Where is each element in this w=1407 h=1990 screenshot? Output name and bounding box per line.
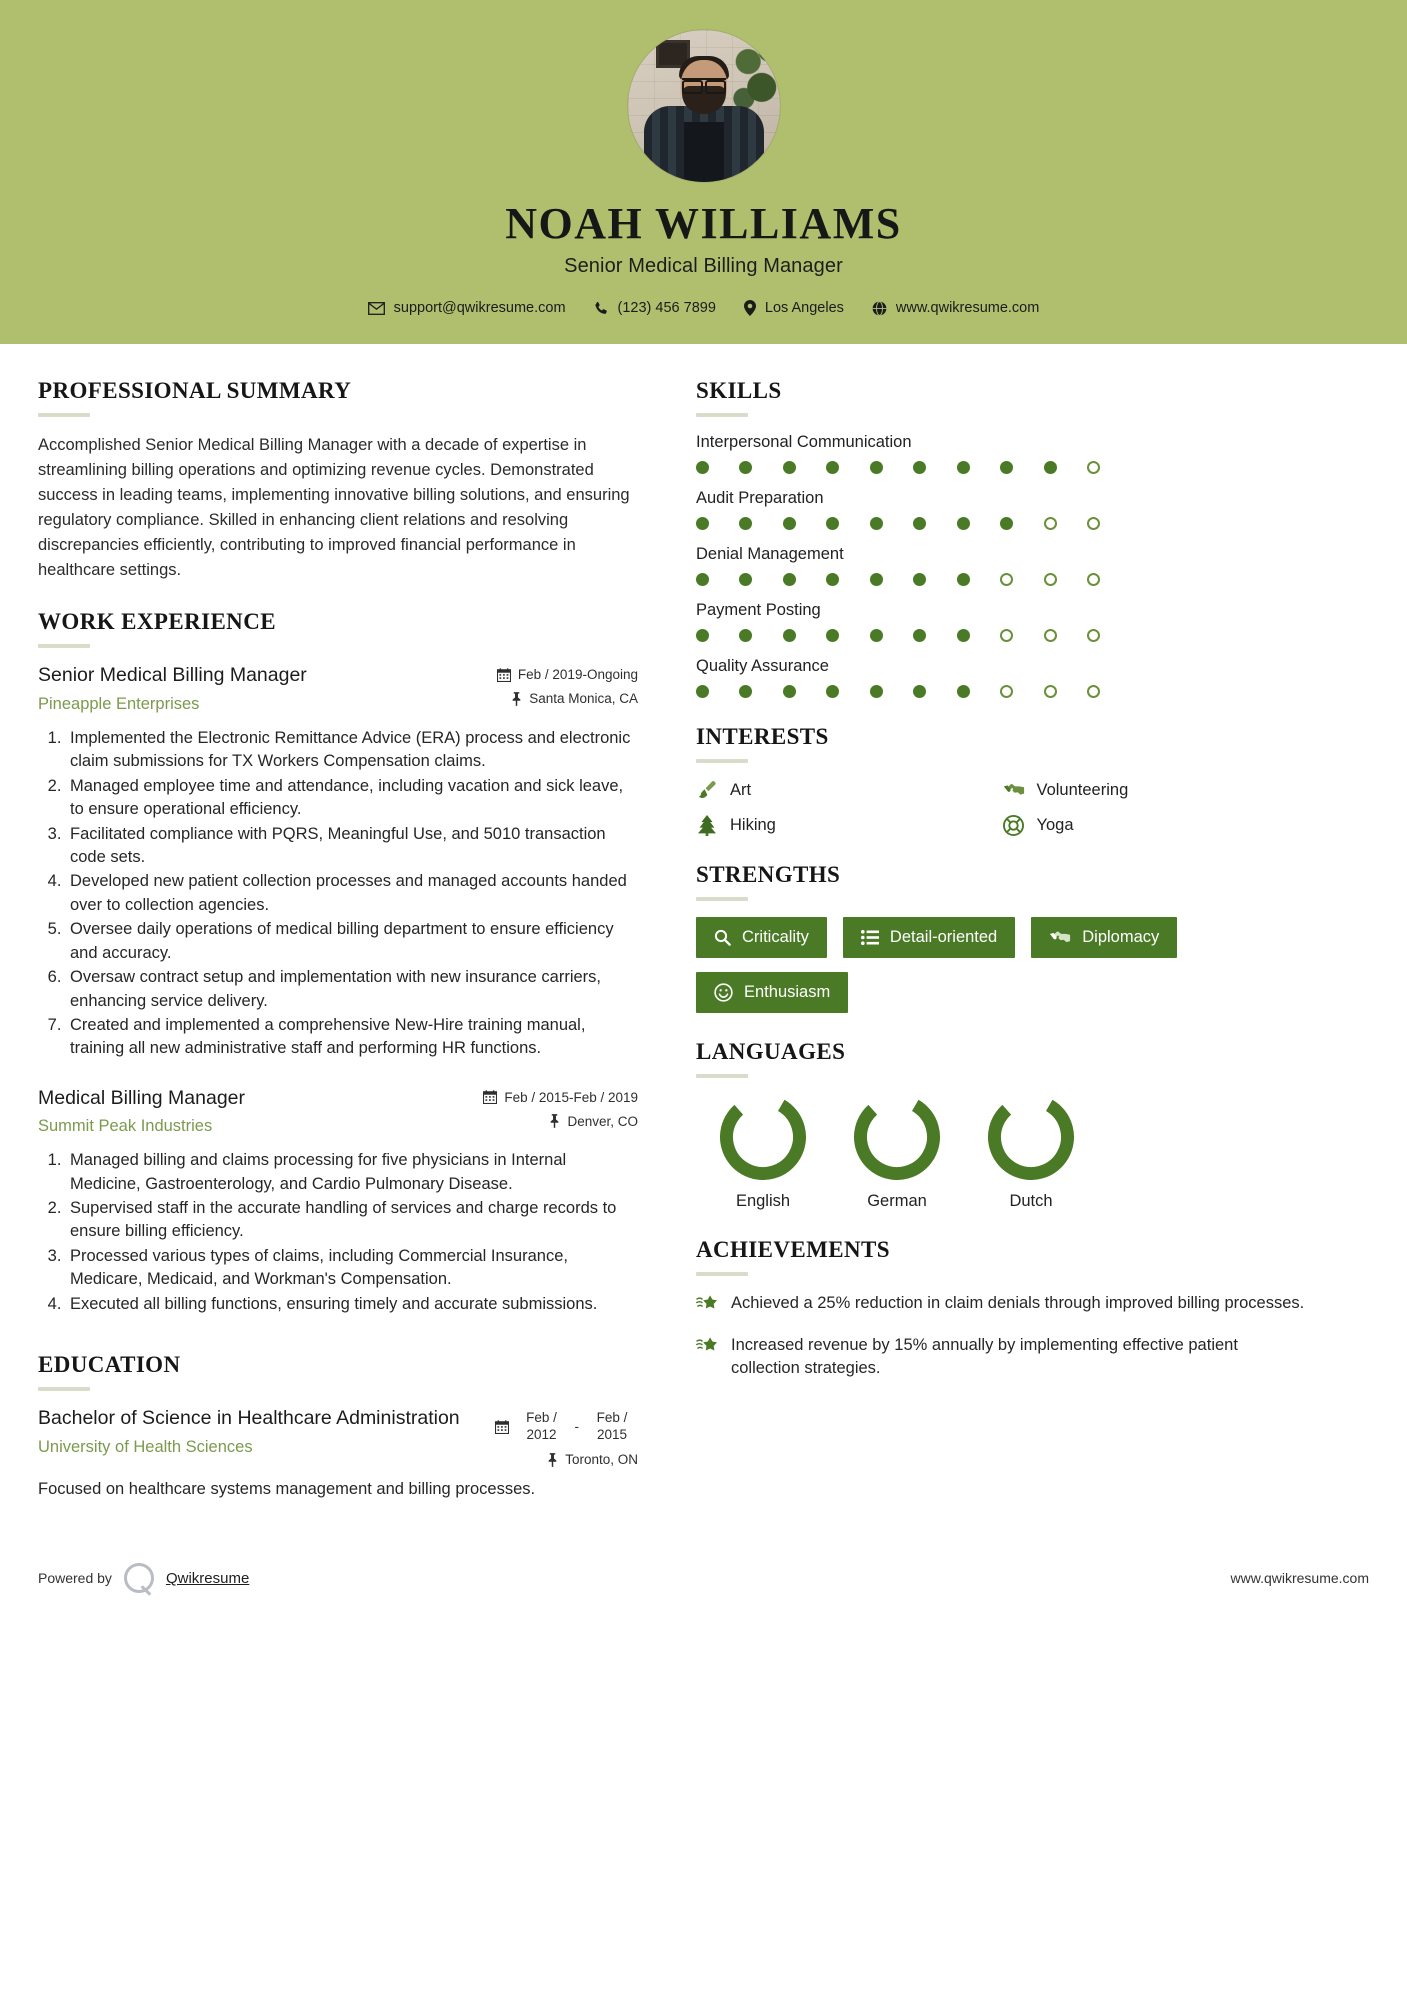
section-divider	[696, 1074, 748, 1078]
interest-item	[1003, 779, 1310, 801]
skill-dot-filled	[783, 629, 796, 642]
skill-dot-filled	[783, 461, 796, 474]
education-entry	[38, 1407, 638, 1501]
skill-dot-filled	[870, 685, 883, 698]
skill-dot-filled	[913, 685, 926, 698]
skill-dot-filled	[870, 629, 883, 642]
achievement-item	[696, 1292, 1309, 1319]
strength-badge-enthusiasm	[696, 972, 848, 1013]
smiley-icon	[714, 983, 733, 1002]
contact-email-text: support@qwikresume.com	[393, 300, 566, 316]
skill-dot-empty	[1087, 573, 1100, 586]
map-pin-icon	[549, 1114, 560, 1128]
interest-label: Art	[730, 780, 752, 799]
bullet-item: 2. Managed employee time and attendance, including vacation and sick leave, to ensure operational efficiency.	[66, 775, 638, 822]
bullet-item: 4. Executed all billing functions, ensuring timely and accurate submissions.	[66, 1293, 638, 1316]
life-ring-icon	[1003, 814, 1025, 836]
language-item	[964, 1094, 1098, 1211]
avatar	[628, 30, 780, 182]
contact-phone[interactable]	[594, 300, 716, 316]
map-pin-icon	[511, 692, 522, 706]
paint-brush-icon	[696, 779, 718, 801]
skill-dot-empty	[1087, 685, 1100, 698]
bullet-item: 1. Managed billing and claims processing for five physicians in Internal Medicine, Gastroenterology, and Cardio Pulmonary Disease.	[66, 1149, 638, 1196]
powered-by-block	[38, 1563, 249, 1593]
skill-dot-empty	[1044, 573, 1057, 586]
section-divider	[38, 413, 90, 417]
work-entry	[38, 664, 638, 1060]
interest-label: Yoga	[1036, 815, 1074, 834]
globe-icon	[872, 301, 887, 316]
contact-email[interactable]	[368, 300, 566, 316]
contact-phone-text: (123) 456 7899	[617, 300, 716, 316]
strength-label: Criticality	[742, 928, 809, 946]
section-divider	[38, 1387, 90, 1391]
languages-list	[696, 1094, 1309, 1211]
skill-dot-filled	[957, 517, 970, 530]
contact-website[interactable]	[872, 300, 1039, 316]
shooting-star-icon	[696, 1292, 718, 1319]
skill-row	[696, 601, 1309, 642]
work-entry-location	[483, 1114, 638, 1129]
calendar-icon	[483, 1090, 497, 1104]
skill-dot-filled	[913, 629, 926, 642]
page-title: NOAH WILLIAMS	[505, 199, 902, 248]
section-skills	[696, 378, 1309, 698]
skill-dot-filled	[1000, 517, 1013, 530]
skill-dot-filled	[739, 461, 752, 474]
skill-rating	[696, 685, 1100, 698]
skill-rating	[696, 461, 1100, 474]
skill-dot-empty	[1044, 685, 1057, 698]
shooting-star-icon	[696, 1334, 718, 1361]
skill-dot-filled	[696, 461, 709, 474]
section-languages	[696, 1039, 1309, 1211]
skill-dot-filled	[870, 517, 883, 530]
achievement-item	[696, 1334, 1309, 1380]
achievement-text: Increased revenue by 15% annually by implementing effective patient collection strategies.	[731, 1336, 1238, 1377]
achievement-text: Achieved a 25% reduction in claim denials through improved billing processes.	[731, 1294, 1305, 1312]
skill-label: Payment Posting	[696, 601, 821, 619]
section-divider	[38, 644, 90, 648]
contact-website-text: www.qwikresume.com	[895, 300, 1040, 316]
skill-label: Quality Assurance	[696, 657, 829, 675]
bullet-item: 5. Oversee daily operations of medical billing department to ensure efficiency and accuracy.	[66, 918, 638, 965]
skill-dot-empty	[1087, 461, 1100, 474]
work-entry-meta	[497, 664, 638, 706]
work-entry-date-text: Feb / 2015-Feb / 2019	[504, 1089, 638, 1105]
skill-dot-filled	[696, 517, 709, 530]
section-interests	[696, 724, 1309, 836]
education-date-separator: -	[574, 1419, 579, 1435]
skill-rating	[696, 629, 1100, 642]
calendar-icon	[497, 668, 511, 682]
language-item	[696, 1094, 830, 1211]
section-divider	[696, 413, 748, 417]
skill-dot-filled	[739, 517, 752, 530]
skill-dot-filled	[783, 573, 796, 586]
contact-location-text: Los Angeles	[764, 300, 844, 316]
work-entry	[38, 1087, 638, 1316]
section-heading: STRENGTHS	[696, 862, 841, 887]
education-location-text: Toronto, ON	[565, 1452, 638, 1468]
skill-dot-filled	[957, 685, 970, 698]
section-divider	[696, 897, 748, 901]
skill-dot-filled	[870, 461, 883, 474]
language-progress-ring	[830, 1094, 964, 1180]
skill-dot-empty	[1000, 629, 1013, 642]
work-entry-titles	[38, 664, 497, 713]
section-heading: EDUCATION	[38, 1352, 181, 1378]
work-entry-date	[497, 667, 638, 682]
skill-dot-filled	[957, 461, 970, 474]
skill-dot-filled	[783, 517, 796, 530]
skill-dot-filled	[826, 517, 839, 530]
skill-label: Audit Preparation	[696, 489, 824, 507]
map-pin-icon	[547, 1453, 558, 1467]
phone-icon	[594, 301, 609, 316]
education-entry-titles	[38, 1407, 495, 1456]
work-entry-header	[38, 664, 638, 713]
work-entry-date-text: Feb / 2019-Ongoing	[517, 667, 638, 683]
skill-dot-filled	[913, 573, 926, 586]
skills-list	[696, 433, 1309, 698]
skill-rating	[696, 573, 1100, 586]
interest-item	[696, 814, 1003, 836]
work-entry-role: Senior Medical Billing Manager	[38, 664, 307, 687]
section-heading: ACHIEVEMENTS	[696, 1237, 890, 1262]
section-heading: INTERESTS	[696, 724, 829, 749]
work-entry-header	[38, 1087, 638, 1136]
footer-website: www.qwikresume.com	[1230, 1570, 1369, 1587]
interest-item	[1003, 814, 1310, 836]
skill-dot-empty	[1000, 685, 1013, 698]
bullet-item: 2. Supervised staff in the accurate handling of services and charge records to ensure billing efficiency.	[66, 1197, 638, 1244]
work-entry-role: Medical Billing Manager	[38, 1086, 246, 1109]
calendar-icon	[495, 1420, 509, 1434]
skill-dot-filled	[957, 573, 970, 586]
education-school: University of Health Sciences	[38, 1437, 253, 1456]
education-entry-header	[38, 1407, 638, 1467]
resume-header	[0, 0, 1407, 344]
left-column	[38, 378, 638, 1527]
avatar-shirt	[684, 122, 724, 182]
section-divider	[696, 759, 748, 763]
skill-dot-filled	[826, 685, 839, 698]
interest-item	[696, 779, 1003, 801]
skill-label: Interpersonal Communication	[696, 433, 912, 451]
contact-bar	[0, 300, 1407, 316]
skill-dot-filled	[696, 685, 709, 698]
section-achievements	[696, 1237, 1309, 1380]
skill-dot-filled	[783, 685, 796, 698]
language-item	[830, 1094, 964, 1211]
education-location	[495, 1452, 639, 1467]
section-professional-summary	[38, 378, 638, 583]
qwikresume-link[interactable]: Qwikresume	[165, 1569, 250, 1587]
skill-dot-filled	[739, 573, 752, 586]
contact-location	[744, 300, 844, 316]
section-strengths	[696, 862, 1309, 1013]
qwikresume-logo-icon	[124, 1563, 154, 1593]
skill-row	[696, 433, 1309, 474]
skill-dot-filled	[826, 461, 839, 474]
education-date	[495, 1410, 639, 1443]
skill-dot-filled	[826, 629, 839, 642]
work-entry-location	[497, 691, 638, 706]
strengths-list	[696, 917, 1309, 1013]
bullet-item: 6. Oversaw contract setup and implementation with new insurance carriers, enhancing service delivery.	[66, 966, 638, 1013]
bullet-item: 4. Developed new patient collection processes and managed accounts handed over to collection agencies.	[66, 870, 638, 917]
language-progress-ring	[696, 1094, 830, 1180]
header-job-title: Senior Medical Billing Manager	[564, 255, 843, 277]
language-label: German	[867, 1192, 927, 1210]
skill-dot-empty	[1087, 629, 1100, 642]
work-entry-bullets	[38, 727, 638, 1061]
skill-dot-filled	[1000, 461, 1013, 474]
work-entry-titles	[38, 1087, 483, 1136]
section-heading: PROFESSIONAL SUMMARY	[38, 378, 352, 403]
work-entry-company: Summit Peak Industries	[38, 1117, 213, 1136]
language-progress-ring	[964, 1094, 1098, 1180]
tree-icon	[696, 814, 718, 836]
work-entry-meta	[483, 1087, 638, 1129]
summary-text: Accomplished Senior Medical Billing Manager with a decade of expertise in streamlining billing operations and optimizing revenue cycles. Demonstrated success in leading teams, implementing innovative billing solutions, and ensuring regulatory compliance. Skilled in enhancing client relations and resolving discrepancies efficiently, contributing to improved financial performance in healthcare settings.	[38, 436, 630, 580]
strength-label: Detail-oriented	[889, 928, 998, 946]
strength-label: Diplomacy	[1082, 928, 1160, 946]
bullet-item: 3. Processed various types of claims, including Commercial Insurance, Medicare, Medicaid, and Workman's Compensation.	[66, 1245, 638, 1292]
work-entry-bullets	[38, 1149, 638, 1316]
skill-dot-filled	[913, 517, 926, 530]
skill-dot-filled	[1044, 461, 1057, 474]
interest-label: Hiking	[730, 815, 776, 834]
resume-footer	[0, 1537, 1407, 1617]
section-divider	[696, 1272, 748, 1276]
bullet-item: 7. Created and implemented a comprehensive New-Hire training manual, training all new administrative staff and performing HR functions.	[66, 1014, 638, 1061]
education-degree: Bachelor of Science in Healthcare Administration	[38, 1407, 460, 1430]
resume-body	[0, 344, 1407, 1527]
skill-dot-filled	[826, 573, 839, 586]
skill-dot-filled	[696, 573, 709, 586]
skill-dot-filled	[870, 573, 883, 586]
work-entry-location-text: Santa Monica, CA	[529, 691, 638, 707]
skill-dot-filled	[913, 461, 926, 474]
strength-badge-diplomacy	[1031, 917, 1177, 958]
list-icon	[861, 930, 879, 945]
skill-dot-filled	[957, 629, 970, 642]
education-date-end: Feb / 2015	[596, 1410, 628, 1442]
strength-badge-detail-oriented	[843, 917, 1015, 958]
section-heading: LANGUAGES	[696, 1039, 846, 1064]
skill-dot-filled	[739, 685, 752, 698]
section-work-experience	[38, 609, 638, 1316]
strength-label: Enthusiasm	[744, 983, 831, 1001]
avatar-glasses	[682, 78, 726, 88]
powered-by-label: Powered by	[38, 1570, 112, 1587]
interest-label: Volunteering	[1036, 780, 1129, 799]
bullet-item: 3. Facilitated compliance with PQRS, Meaningful Use, and 5010 transaction code sets.	[66, 823, 638, 870]
skill-dot-empty	[1087, 517, 1100, 530]
work-entry-location-text: Denver, CO	[567, 1113, 638, 1129]
work-entry-date	[483, 1090, 638, 1105]
language-label: English	[735, 1192, 791, 1210]
skill-label: Denial Management	[696, 545, 844, 563]
strength-badge-criticality	[696, 917, 827, 958]
education-date-start: Feb / 2012	[526, 1410, 557, 1442]
skill-row	[696, 657, 1309, 698]
interests-list	[696, 779, 1309, 836]
right-column	[664, 378, 1309, 1406]
language-label: Dutch	[1009, 1192, 1053, 1210]
handshake-icon	[1049, 929, 1071, 946]
skill-row	[696, 545, 1309, 586]
handshake-icon	[1003, 779, 1025, 801]
skill-dot-empty	[1044, 629, 1057, 642]
skill-dot-filled	[739, 629, 752, 642]
magnifier-icon	[714, 929, 731, 946]
bullet-item: 1. Implemented the Electronic Remittance Advice (ERA) process and electronic claim submissions for TX Workers Compensation claims.	[66, 727, 638, 774]
mail-icon	[368, 302, 385, 315]
section-education	[38, 1352, 638, 1501]
skill-row	[696, 489, 1309, 530]
skill-dot-empty	[1044, 517, 1057, 530]
skill-dot-empty	[1000, 573, 1013, 586]
education-description: Focused on healthcare systems management and billing processes.	[38, 1480, 536, 1499]
work-entry-company: Pineapple Enterprises	[38, 694, 200, 713]
skill-rating	[696, 517, 1100, 530]
section-heading: WORK EXPERIENCE	[38, 609, 276, 635]
education-entry-meta	[495, 1407, 639, 1467]
skill-dot-filled	[696, 629, 709, 642]
location-pin-icon	[744, 300, 756, 316]
section-heading: SKILLS	[696, 378, 782, 403]
